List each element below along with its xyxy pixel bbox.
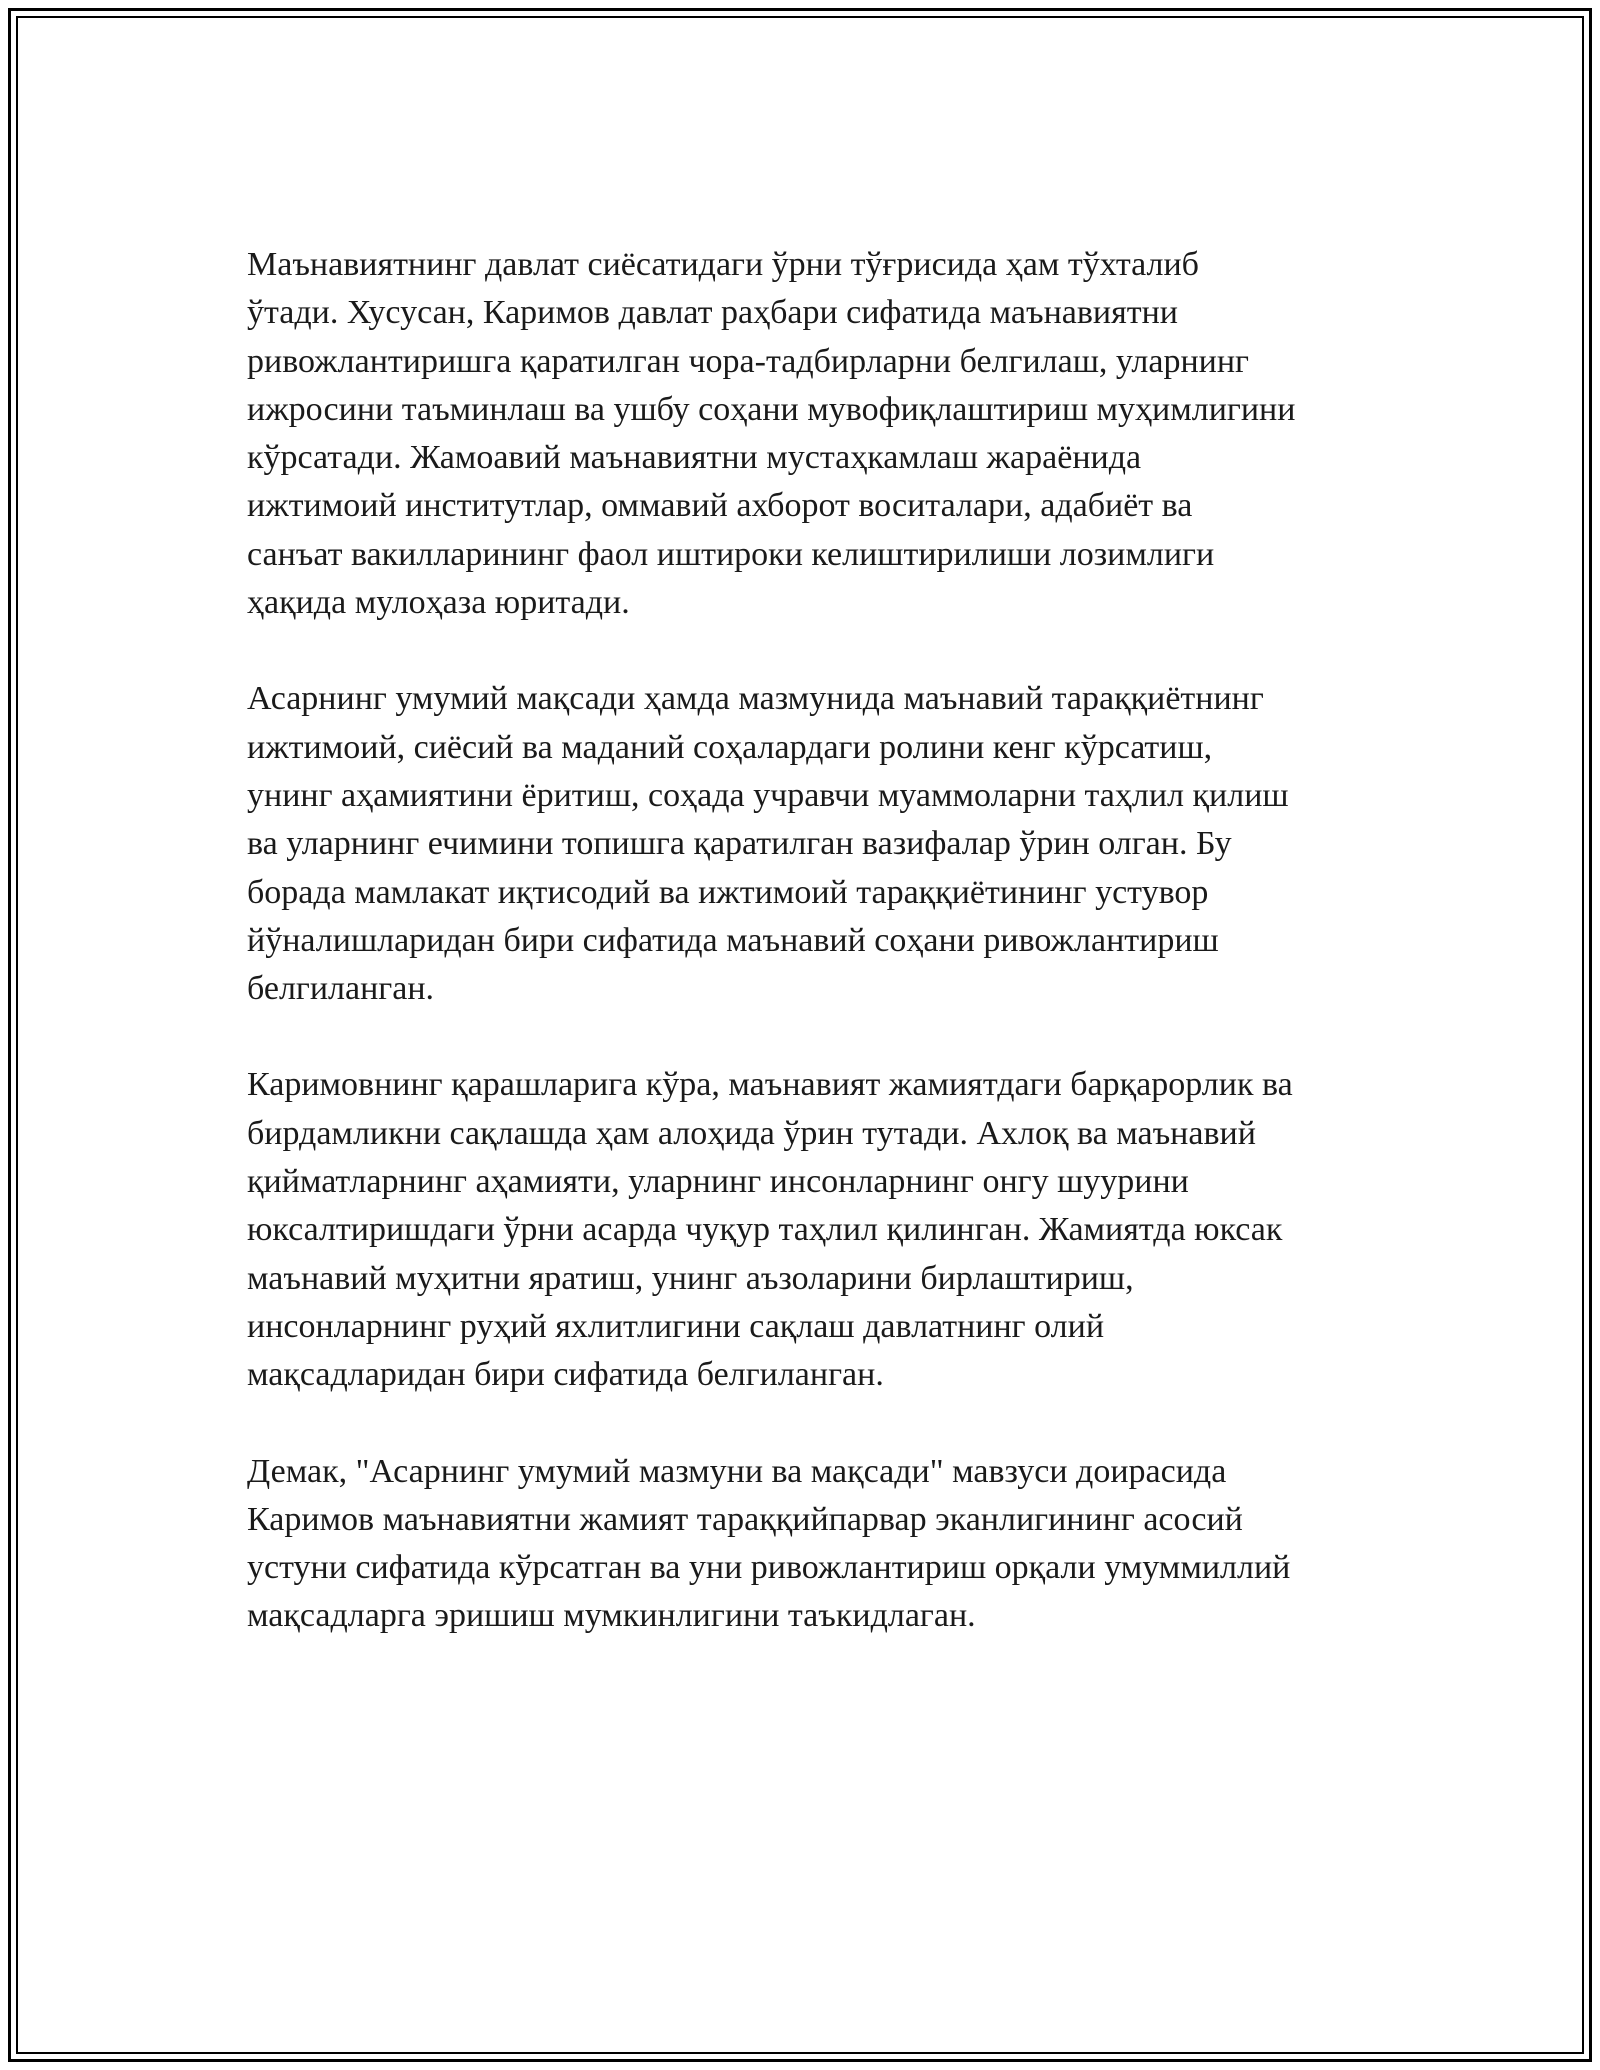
paragraph-3: Каримовнинг қарашларига кўра, маънавият жамиятдаги барқарорлик ва бирдамликни сақлашда ҳам алоҳида ўрин тутади. Ахлоқ ва маънавий қийматларнинг аҳамияти, уларнинг инсонларнинг онгу шуурини юксалтиришдаги ўрни асарда чуқур таҳлил қилинган. Жамиятда юксак маънавий муҳитни яратиш, унинг аъзоларини бирлаштириш, инсонларнинг руҳий яхлитлигини сақлаш давлатнинг олий мақсадларидан бири сифатида белгиланган.: [247, 1066, 1293, 1394]
paragraph-1: Маънавиятнинг давлат сиёсатидаги ўрни тўғрисида ҳам тўхталиб ўтади. Хусусан, Каримов давлат раҳбари сифатида маънавиятни ривожлантиришга қаратилган чора-тадбирларни белгилаш, уларнинг ижросини таъминлаш ва ушбу соҳани мувофиқлаштириш муҳимлигини кўрсатади. Жамоавий маънавиятни мустаҳкамлаш жараёнида ижтимоий институтлар, оммавий ахборот воситалари, адабиёт ва санъат вакилларининг фаол иштироки келиштирилиши лозимлиги ҳақида мулоҳаза юритади.: [247, 246, 1296, 622]
paragraph-2: Асарнинг умумий мақсади ҳамда мазмунида маънавий тараққиётнинг ижтимоий, сиёсий ва маданий соҳалардаги ролини кенг кўрсатиш, унинг аҳамиятини ёритиш, соҳада учравчи муаммоларни таҳлил қилиш ва уларнинг ечимини топишга қаратилган вазифалар ўрин олган. Бу борада мамлакат иқтисодий ва ижтимоий тараққиётининг устувор йўналишларидан бири сифатида маънавий соҳани ривожлантириш белгиланган.: [247, 680, 1289, 1008]
paragraph-4: Демак, "Асарнинг умумий мазмуни ва мақсади" мавзуси доирасида Каримов маънавиятни жамият тараққийпарвар эканлигининг асосий устуни сифатида кўрсатган ва уни ривожлантириш орқали умуммиллий мақсадларга эришиш мумкинлигини таъкидлаган.: [247, 1452, 1291, 1635]
document-page: [8, 8, 1592, 2062]
document-body: [247, 241, 1387, 1689]
